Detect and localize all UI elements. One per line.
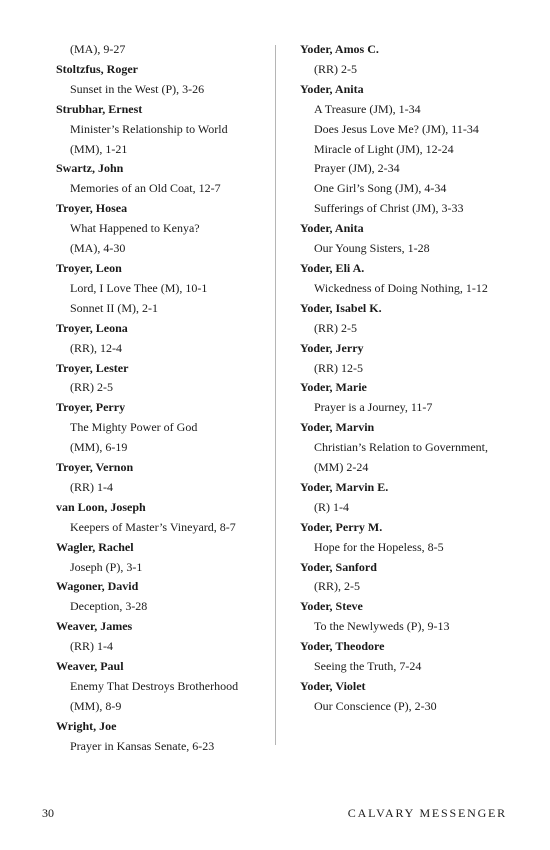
author-name: Yoder, Anita [300, 81, 364, 96]
article-entry: Does Jesus Love Me? (JM), 11-34 [314, 121, 479, 136]
author-name: Yoder, Marvin [300, 420, 375, 435]
article-entry: Our Conscience (P), 2-30 [314, 698, 437, 713]
article-entry: (MA), 9-27 [70, 42, 126, 56]
author-name: Yoder, Steve [300, 599, 363, 614]
author-name: Swartz, John [56, 161, 124, 176]
author-name: Wright, Joe [56, 718, 117, 733]
article-entry: What Happened to Kenya? [70, 221, 200, 236]
page-number: 30 [42, 806, 54, 820]
article-entry: Prayer is a Journey, 11-7 [314, 400, 433, 415]
article-entry: (RR) 2-5 [314, 61, 357, 76]
article-entry: Our Young Sisters, 1-28 [314, 241, 430, 256]
author-name: Yoder, Amos C. [300, 42, 379, 56]
article-entry: Miracle of Light (JM), 12-24 [314, 141, 454, 156]
article-entry: (MM), 6-19 [70, 440, 128, 455]
article-entry: Sufferings of Christ (JM), 3-33 [314, 201, 464, 216]
article-entry: Hope for the Hopeless, 8-5 [314, 539, 444, 554]
article-entry: (RR) 2-5 [70, 380, 113, 395]
left-index-column [56, 40, 266, 757]
article-entry: Joseph (P), 3-1 [70, 559, 143, 574]
author-name: Weaver, James [56, 619, 133, 634]
author-name: Troyer, Leona [56, 320, 128, 335]
author-name: Stoltzfus, Roger [56, 61, 138, 76]
author-name: Strubhar, Ernest [56, 101, 143, 116]
article-entry: (MM), 8-9 [70, 698, 122, 713]
article-entry: (RR) 12-5 [314, 360, 363, 375]
author-name: Yoder, Sanford [300, 559, 377, 574]
right-index-column [300, 40, 515, 717]
article-entry: One Girl’s Song (JM), 4-34 [314, 181, 447, 196]
author-name: Yoder, Marie [300, 380, 367, 395]
author-name: Yoder, Jerry [300, 340, 364, 355]
article-entry: Wickedness of Doing Nothing, 1-12 [314, 280, 488, 295]
author-name: Wagoner, David [56, 579, 139, 594]
article-entry: Sonnet II (M), 2-1 [70, 300, 158, 315]
article-entry: Keepers of Master’s Vineyard, 8-7 [70, 519, 236, 534]
author-name: Troyer, Leon [56, 260, 122, 275]
article-entry: The Mighty Power of God [70, 420, 198, 435]
author-name: Troyer, Lester [56, 360, 129, 375]
author-name: Yoder, Eli A. [300, 260, 365, 275]
article-entry: A Treasure (JM), 1-34 [314, 101, 421, 116]
article-entry: (MA), 4-30 [70, 241, 126, 256]
author-name: Troyer, Hosea [56, 201, 128, 216]
author-name: Weaver, Paul [56, 659, 124, 674]
article-entry: (RR), 12-4 [70, 340, 122, 355]
article-entry: Lord, I Love Thee (M), 10-1 [70, 280, 208, 295]
author-name: van Loon, Joseph [56, 499, 146, 514]
article-entry: Minister’s Relationship to World [70, 121, 228, 136]
author-name: Yoder, Violet [300, 679, 366, 693]
author-name: Yoder, Isabel K. [300, 300, 382, 315]
article-entry: Seeing the Truth, 7-24 [314, 659, 422, 674]
author-name: Yoder, Theodore [300, 639, 385, 654]
article-entry: (RR), 2-5 [314, 579, 360, 594]
article-entry: (MM) 2-24 [314, 460, 369, 475]
article-entry: Prayer in Kansas Senate, 6-23 [70, 738, 215, 753]
article-entry: (RR) 1-4 [70, 639, 113, 654]
article-entry: (RR) 2-5 [314, 320, 357, 335]
author-name: Yoder, Perry M. [300, 519, 383, 534]
article-entry: Enemy That Destroys Brotherhood [70, 679, 239, 693]
article-entry: (RR) 1-4 [70, 479, 113, 494]
article-entry: Prayer (JM), 2-34 [314, 161, 400, 176]
article-entry: (MM), 1-21 [70, 141, 128, 156]
article-entry: To the Newlyweds (P), 9-13 [314, 619, 450, 634]
column-divider [275, 45, 276, 745]
author-name: Troyer, Perry [56, 400, 126, 415]
article-entry: (R) 1-4 [314, 499, 349, 514]
article-entry: Deception, 3-28 [70, 599, 148, 614]
author-name: Troyer, Vernon [56, 460, 134, 475]
article-entry: Christian’s Relation to Government, [314, 440, 488, 455]
author-name: Yoder, Anita [300, 221, 364, 236]
article-entry: Sunset in the West (P), 3-26 [70, 81, 205, 96]
article-entry: Memories of an Old Coat, 12-7 [70, 181, 221, 196]
publication-title: CALVARY MESSENGER [347, 806, 507, 820]
author-name: Yoder, Marvin E. [300, 479, 389, 494]
author-name: Wagler, Rachel [56, 539, 134, 554]
